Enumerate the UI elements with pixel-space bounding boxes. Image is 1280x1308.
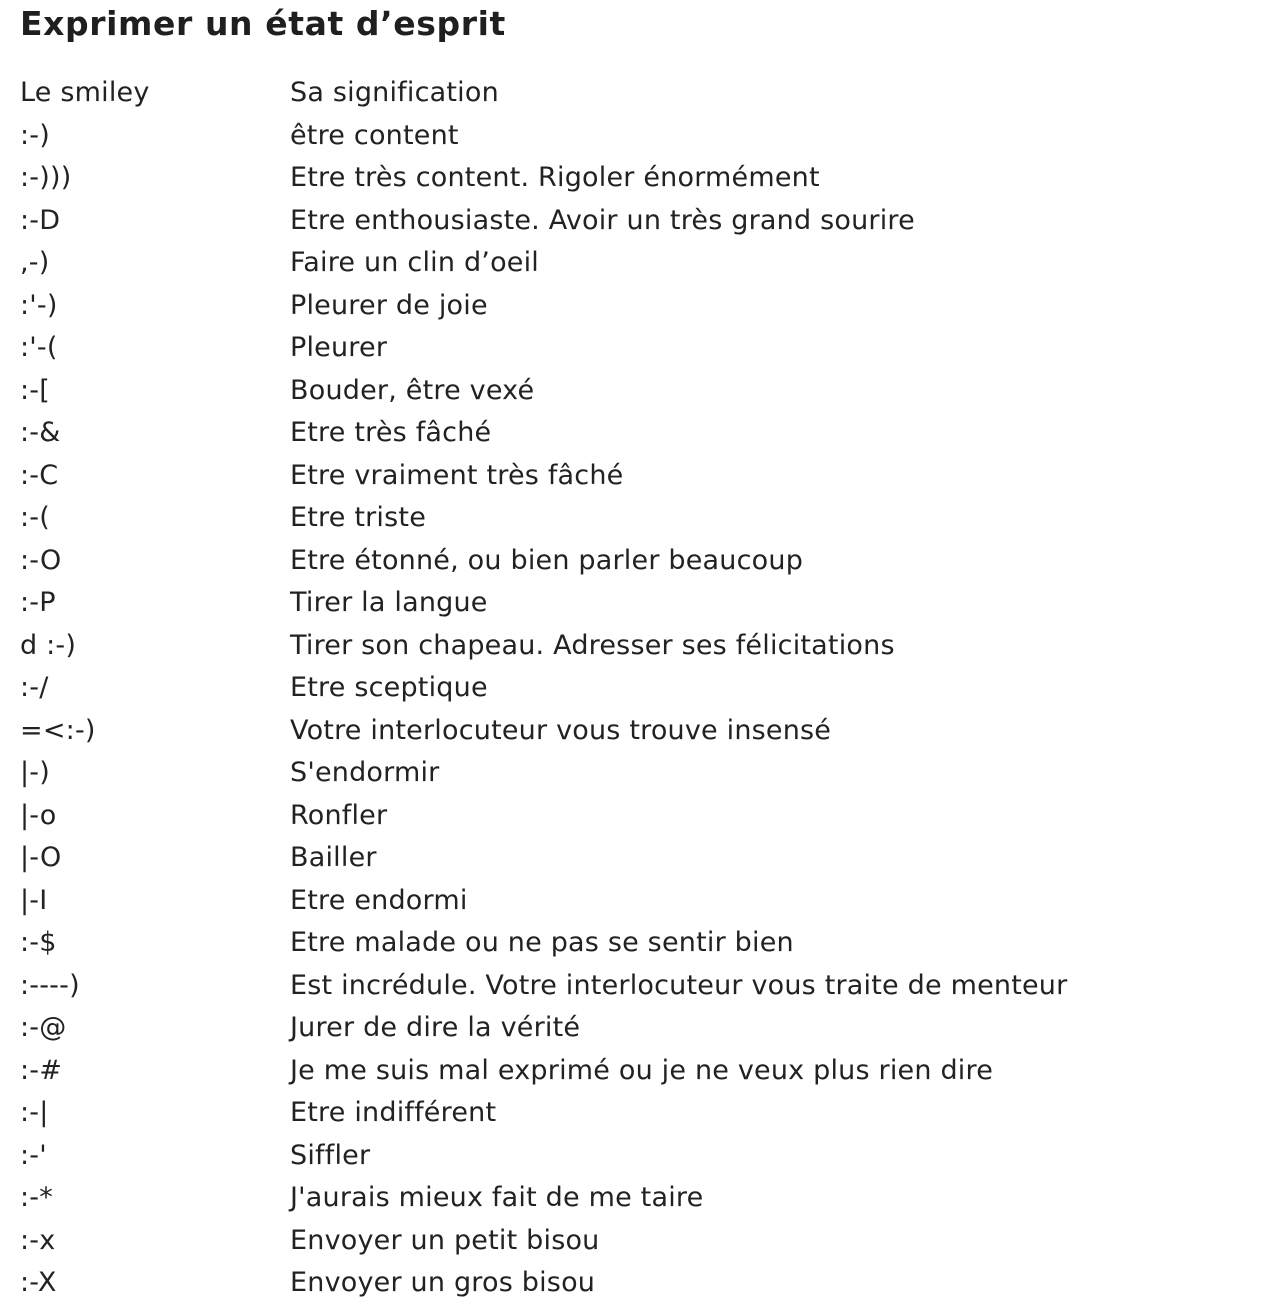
meaning-cell: Siffler: [290, 1139, 371, 1171]
table-row: [20, 1007, 1260, 1050]
meaning-cell: Etre sceptique: [290, 672, 488, 704]
meaning-cell: Ronfler: [290, 799, 388, 831]
meaning-cell: Etre triste: [290, 502, 427, 534]
smiley-cell: :-#: [20, 1054, 63, 1086]
meaning-cell: Envoyer un gros bisou: [290, 1267, 596, 1299]
table-row: [20, 965, 1260, 1008]
table-row: [20, 795, 1260, 838]
smiley-cell: :-*: [20, 1182, 53, 1214]
smiley-cell: :-|: [20, 1097, 49, 1129]
meaning-cell: Etre enthousiaste. Avoir un très grand sourire: [290, 204, 915, 236]
table-header-row: [20, 72, 1260, 115]
meaning-cell: être content: [290, 119, 459, 151]
table-row: [20, 327, 1260, 370]
table-row: [20, 752, 1260, 795]
meaning-cell: Votre interlocuteur vous trouve insensé: [290, 714, 832, 746]
smiley-cell: :-C: [20, 459, 59, 491]
table-row: [20, 625, 1260, 668]
meaning-cell: Bouder, être vexé: [290, 374, 535, 406]
smiley-cell: :-X: [20, 1267, 57, 1299]
smiley-cell: :-[: [20, 374, 50, 406]
meaning-cell: Envoyer un petit bisou: [290, 1224, 600, 1256]
meaning-cell: Tirer la langue: [290, 587, 488, 619]
table-row: [20, 115, 1260, 158]
column-header-smiley: Le smiley: [20, 77, 150, 109]
column-header-meaning: Sa signification: [290, 77, 499, 109]
smiley-cell: :-(: [20, 502, 50, 534]
meaning-cell: Pleurer de joie: [290, 289, 488, 321]
smiley-cell: :-): [20, 119, 50, 151]
meaning-cell: Etre indifférent: [290, 1097, 497, 1129]
table-row: [20, 880, 1260, 923]
smiley-cell: :-': [20, 1139, 47, 1171]
smiley-cell: =<:-): [20, 714, 96, 746]
meaning-cell: Etre vraiment très fâché: [290, 459, 624, 491]
smiley-cell: :-x: [20, 1224, 56, 1256]
smiley-cell: :-$: [20, 927, 57, 959]
smiley-cell: |-o: [20, 799, 57, 831]
table-row: [20, 1262, 1260, 1305]
table-row: [20, 1092, 1260, 1135]
table-row: [20, 667, 1260, 710]
meaning-cell: Bailler: [290, 842, 377, 874]
meaning-cell: Etre endormi: [290, 884, 468, 916]
smiley-cell: :-@: [20, 1012, 67, 1044]
meaning-cell: Jurer de dire la vérité: [290, 1012, 581, 1044]
table-row: [20, 285, 1260, 328]
meaning-cell: Je me suis mal exprimé ou je ne veux plus rien dire: [290, 1054, 994, 1086]
meaning-cell: Etre malade ou ne pas se sentir bien: [290, 927, 794, 959]
smiley-cell: |-O: [20, 842, 62, 874]
smiley-cell: :-O: [20, 544, 62, 576]
meaning-cell: J'aurais mieux fait de me taire: [290, 1182, 704, 1214]
table-row: [20, 455, 1260, 498]
smiley-cell: |-): [20, 757, 50, 789]
smiley-cell: :-))): [20, 162, 72, 194]
table-row: [20, 370, 1260, 413]
table-row: [20, 1135, 1260, 1178]
table-row: [20, 1220, 1260, 1263]
table-row: [20, 582, 1260, 625]
page-title: Exprimer un état d’esprit: [20, 4, 506, 43]
table-row: [20, 157, 1260, 200]
smiley-table: [20, 72, 1260, 1305]
smiley-cell: :-&: [20, 417, 61, 449]
smiley-cell: :-D: [20, 204, 61, 236]
smiley-cell: :-P: [20, 587, 56, 619]
smiley-cell: :'-(: [20, 332, 58, 364]
table-row: [20, 497, 1260, 540]
table-row: [20, 242, 1260, 285]
smiley-cell: :-/: [20, 672, 49, 704]
smiley-cell: :----): [20, 969, 80, 1001]
meaning-cell: S'endormir: [290, 757, 440, 789]
smiley-cell: |-I: [20, 884, 48, 916]
meaning-cell: Etre très content. Rigoler énormément: [290, 162, 820, 194]
table-row: [20, 540, 1260, 583]
table-row: [20, 710, 1260, 753]
meaning-cell: Est incrédule. Votre interlocuteur vous traite de menteur: [290, 969, 1068, 1001]
table-row: [20, 412, 1260, 455]
table-row: [20, 1050, 1260, 1093]
meaning-cell: Pleurer: [290, 332, 388, 364]
meaning-cell: Faire un clin d’oeil: [290, 247, 540, 279]
meaning-cell: Etre étonné, ou bien parler beaucoup: [290, 544, 804, 576]
meaning-cell: Etre très fâché: [290, 417, 492, 449]
table-row: [20, 837, 1260, 880]
table-row: [20, 200, 1260, 243]
smiley-cell: :'-): [20, 289, 58, 321]
table-row: [20, 922, 1260, 965]
smiley-cell: ,-): [20, 247, 50, 279]
smiley-cell: d :-): [20, 629, 77, 661]
meaning-cell: Tirer son chapeau. Adresser ses félicitations: [290, 629, 895, 661]
table-row: [20, 1177, 1260, 1220]
